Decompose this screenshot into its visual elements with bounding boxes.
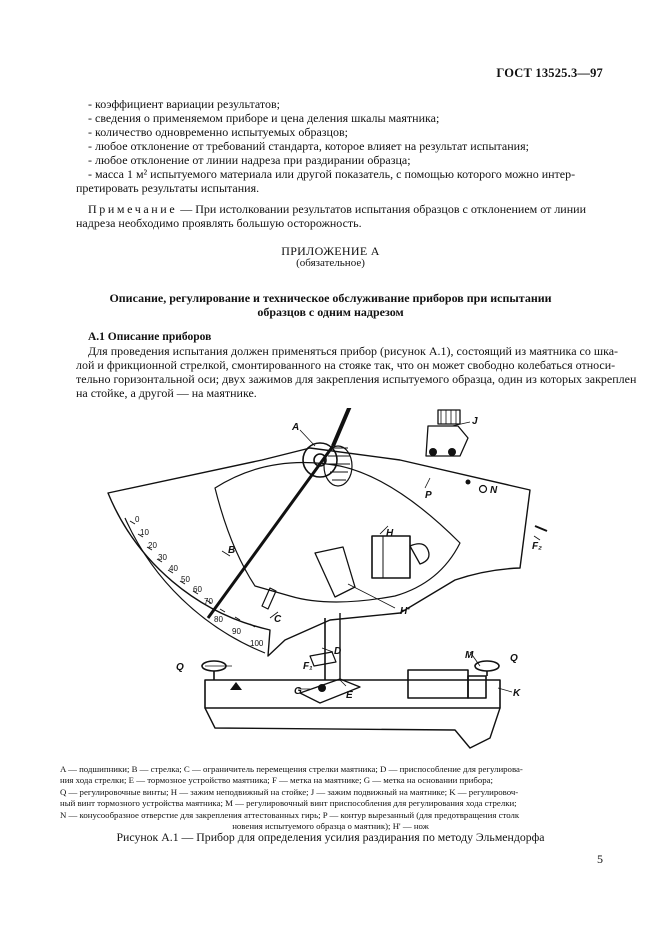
label-a: A xyxy=(292,422,300,433)
label-c: C xyxy=(274,614,282,625)
note-line-1 xyxy=(88,203,600,217)
note-label: Примечание xyxy=(88,202,178,216)
label-f1: F₁ xyxy=(303,661,313,672)
list-item: - любое отклонение от требований стандарта, которое влияет на результат испытания; xyxy=(88,139,529,153)
list-item: - масса 1 м² испытуемого материала или другой показатель, с помощью которого можно интер- xyxy=(88,167,576,181)
legend-line: новения испытуемого образца о маятник); H' — нож xyxy=(232,821,429,832)
label-g: G xyxy=(294,686,302,697)
annex-title: ПРИЛОЖЕНИЕ А xyxy=(281,244,380,258)
label-h: H xyxy=(386,528,394,539)
scale-label: 20 xyxy=(148,541,157,550)
label-b: B xyxy=(228,545,236,556)
label-p: P xyxy=(425,490,432,501)
list-item: - любое отклонение от линии надреза при раздирании образца; xyxy=(88,153,411,167)
legend-line: N — конусообразное отверстие для закрепления аттестованных гирь; P — контур вырезанный (для предотвращения столк xyxy=(60,809,520,820)
figure-legend xyxy=(60,764,601,832)
knife xyxy=(315,547,355,597)
scale-label: 70 xyxy=(204,597,213,606)
list-item: - количество одновременно испытуемых образцов; xyxy=(88,125,348,139)
section-line: лой и фрикционной стрелкой, смонтированного на стояке так, что он может свободно колебаться относи- xyxy=(76,358,616,372)
legend-line: ния хода стрелки; E — тормозное устройство маятника; F — метка на маятнике; G — метка на основании прибора; xyxy=(60,775,493,786)
scale-label: 60 xyxy=(193,585,202,594)
scale-label: 50 xyxy=(181,575,190,584)
list-item: претировать результаты испытания. xyxy=(76,181,260,195)
figure-caption: Рисунок А.1 — Прибор для определения усилия раздирания по методу Эльмендорфа xyxy=(116,830,545,844)
cutout-contour xyxy=(215,462,460,602)
fixed-clamp xyxy=(372,536,410,578)
standard-number: ГОСТ 13525.3—97 xyxy=(496,66,603,80)
label-q-right: Q xyxy=(510,653,518,664)
section-line: на стойке, а другой — на маятнике. xyxy=(76,386,257,400)
scale-label: 40 xyxy=(169,564,178,573)
note-text: При истолковании результатов испытания образцов с отклонением от линии xyxy=(195,202,586,216)
label-h-prime: H' xyxy=(400,606,410,617)
scale-label: 0 xyxy=(135,515,140,524)
label-f2: F₂ xyxy=(532,541,542,552)
scale-label: 80 xyxy=(214,615,223,624)
label-m: M xyxy=(465,650,474,661)
legend-line: A — подшипники; B — стрелка; C — ограничитель перемещения стрелки маятника; D — приспособление для регулирова- xyxy=(60,764,523,774)
label-k: K xyxy=(513,688,521,699)
mark-f2 xyxy=(535,526,547,531)
list-item: - коэффициент вариации результатов; xyxy=(88,97,280,111)
pointer-regulator xyxy=(310,652,336,666)
section-line: Для проведения испытания должен применяться прибор (рисунок А.1), состоящий из маятника со шка- xyxy=(88,344,619,358)
section-line: тельно горизонтальной оси; двух зажимов для закрепления испытуемого образца, один из которых закреплен xyxy=(76,372,637,386)
label-n: N xyxy=(490,485,498,496)
label-q-left: Q xyxy=(176,662,184,673)
label-d: D xyxy=(334,646,342,657)
scale-label: 10 xyxy=(140,528,149,537)
note-dash: — xyxy=(177,202,196,216)
legend-line: Q — регулировочные винты; H — зажим неподвижный на стойке; J — зажим подвижный на маятнике; K — регулировоч- xyxy=(60,786,519,797)
label-e: E xyxy=(346,690,353,701)
section-title: А.1 Описание приборов xyxy=(88,331,212,343)
page-number: 5 xyxy=(597,852,603,866)
annex-subtitle: (обязательное) xyxy=(296,257,365,269)
pointer-needle xyxy=(208,446,333,618)
scale-label: 90 xyxy=(232,627,241,636)
annex-heading-line-2: образцов с одним надрезом xyxy=(257,305,404,319)
scale-label: 30 xyxy=(158,553,167,562)
elmendorf-tester-figure xyxy=(0,408,661,758)
annex-heading-line-1: Описание, регулирование и техническое обслуживание приборов при испытании xyxy=(109,291,552,305)
label-j: J xyxy=(472,416,478,427)
note-line-2: надреза необходимо проявлять большую осторожность. xyxy=(76,216,362,230)
brake-block xyxy=(408,670,468,698)
adjusting-screw-right xyxy=(475,661,499,671)
scale-label: 100 xyxy=(250,639,264,648)
list-item: - сведения о применяемом приборе и цена деления шкалы маятника; xyxy=(88,111,440,125)
legend-line: ный винт тормозного устройства маятника; M — регулировочный винт приспособления для регулирования хода стрелки; xyxy=(60,798,517,809)
